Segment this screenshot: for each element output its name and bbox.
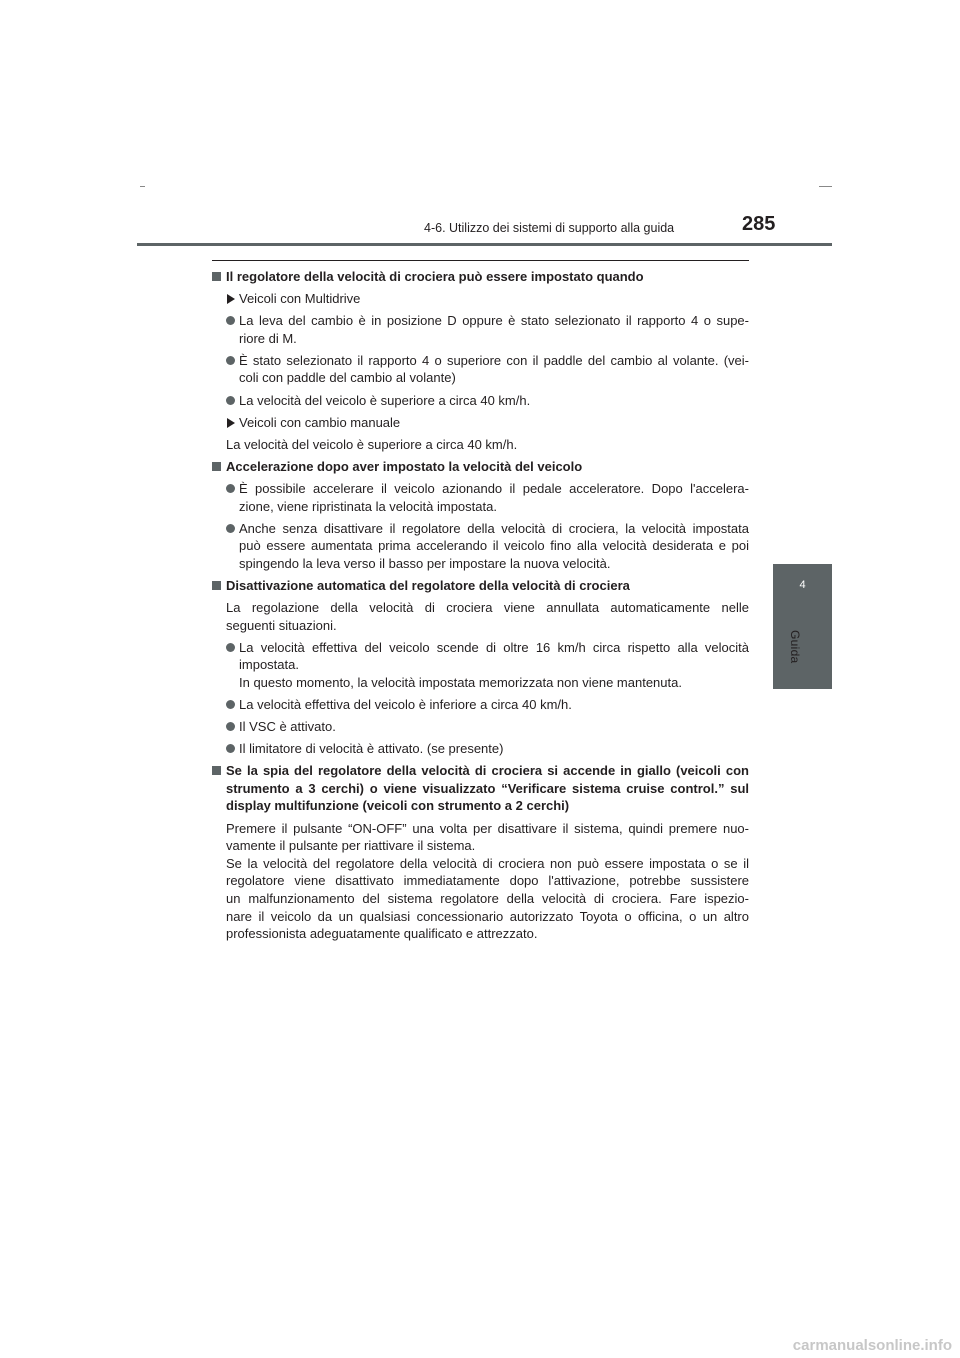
paragraph-line: La regolazione della velocità di crociera viene annullata automaticamente nelle [226, 600, 749, 615]
round-bullet-icon [226, 316, 235, 325]
round-bullet-icon [226, 396, 235, 405]
list-item [212, 480, 749, 515]
list-item-line: È possibile accelerare il veicolo azionando il pedale acceleratore. Dopo l'accelera- [239, 480, 749, 496]
paragraph-line: seguenti situazioni. [226, 617, 337, 633]
triangle-arrow-icon [227, 418, 235, 428]
header-rule [137, 243, 832, 246]
paragraph-line: Premere il pulsante “ON-OFF” una volta per disattivare il sistema, quindi premere nuo- [226, 820, 749, 836]
condition-text: Veicoli con Multidrive [239, 291, 361, 307]
list-item-line: zione, viene ripristinata la velocità impostata. [239, 498, 497, 514]
list-item-line: La leva del cambio è in posizione D oppure è stato selezionato il rapporto 4 o supe- [239, 313, 749, 329]
heading-text: Il regolatore della velocità di crociera può essere impostato quando [226, 269, 644, 284]
chapter-tab [773, 564, 832, 689]
list-item [212, 718, 749, 736]
list-item-line: La velocità effettiva del veicolo scende di oltre 16 km/h circa rispetto alla velocità [239, 639, 749, 655]
paragraph-line: nare il veicolo da un qualsiasi concessionario autorizzato Toyota o officina, o un altro [226, 908, 749, 924]
list-item [212, 639, 749, 692]
page-content [212, 268, 749, 947]
heading-text: Disattivazione automatica del regolatore della velocità di crociera [226, 577, 630, 593]
watermark: carmanualsonline.info [792, 1337, 952, 1354]
chapter-number: 4 [799, 579, 806, 591]
triangle-arrow-icon [227, 294, 235, 304]
paragraph: La velocità del veicolo è superiore a circa 40 km/h. [226, 436, 518, 452]
page-number: 285 [742, 213, 776, 235]
section-heading [212, 762, 749, 815]
crop-mark-right [819, 186, 832, 187]
section-header: 4-6. Utilizzo dei sistemi di supporto alla guida [424, 221, 675, 235]
paragraph-line: vamente il pulsante per riattivare il sistema. [226, 838, 476, 854]
round-bullet-icon [226, 524, 235, 533]
square-bullet-icon [212, 272, 221, 281]
section-heading [212, 268, 749, 286]
round-bullet-icon [226, 356, 235, 365]
paragraph-line: un malfunzionamento del sistema regolatore della velocità di crociera. Fare ispezio- [226, 890, 749, 906]
list-item-text: La velocità del veicolo è superiore a circa 40 km/h. [239, 392, 531, 408]
round-bullet-icon [226, 744, 235, 753]
paragraph [212, 820, 749, 943]
square-bullet-icon [212, 581, 221, 590]
paragraph-line: regolatore viene disattivato immediatamente dopo l'attivazione, potrebbe sussistere [226, 873, 749, 889]
list-item-line: È stato selezionato il rapporto 4 o superiore con il paddle del cambio al volante. (vei- [239, 352, 749, 368]
condition-item [212, 290, 749, 308]
square-bullet-icon [212, 462, 221, 471]
round-bullet-icon [226, 700, 235, 709]
list-item-line: impostata. [239, 657, 299, 673]
heading-text: Accelerazione dopo aver impostato la velocità del veicolo [226, 458, 583, 474]
list-item [212, 352, 749, 387]
paragraph-line: professionista adeguatamente qualificato e attrezzato. [226, 926, 538, 942]
heading-line: Se la spia del regolatore della velocità di crociera si accende in giallo (veicoli con [226, 763, 749, 779]
content-rule [212, 260, 749, 261]
condition-item [212, 414, 749, 432]
list-item [212, 312, 749, 347]
list-item [212, 520, 749, 573]
round-bullet-icon [226, 722, 235, 731]
list-item-line: spingendo la leva verso il basso per impostare la nuova velocità. [239, 555, 611, 571]
condition-text: Veicoli con cambio manuale [239, 414, 401, 430]
list-item-text: Il VSC è attivato. [239, 719, 336, 735]
chapter-label: Guida [788, 630, 802, 664]
list-item [212, 740, 749, 758]
list-item-text: La velocità effettiva del veicolo è inferiore a circa 40 km/h. [239, 696, 572, 712]
list-item-text: Il limitatore di velocità è attivato. (se presente) [239, 741, 504, 757]
heading-line: strumento a 3 cerchi) o viene visualizzato “Verificare sistema cruise control.” sul [226, 780, 749, 796]
heading-line: display multifunzione (veicoli con strumento a 2 cerchi) [226, 798, 570, 814]
list-item-line: coli con paddle del cambio al volante) [239, 370, 456, 386]
round-bullet-icon [226, 643, 235, 652]
list-item-line: Anche senza disattivare il regolatore della velocità di crociera, la velocità impostata [239, 520, 749, 536]
paragraph-line: Se la velocità del regolatore della velocità di crociera non può essere impostata o se il [226, 855, 749, 871]
round-bullet-icon [226, 484, 235, 493]
list-item-line: In questo momento, la velocità impostata memorizzata non viene mantenuta. [239, 674, 682, 690]
crop-mark-left [140, 186, 145, 187]
list-item [212, 696, 749, 714]
list-item-line: riore di M. [239, 330, 297, 346]
paragraph [212, 599, 749, 634]
section-heading [212, 577, 749, 595]
list-item-line: può essere aumentata prima accelerando il veicolo fino alla velocità desiderata e poi [239, 538, 749, 554]
section-heading [212, 458, 749, 476]
list-item [212, 392, 749, 410]
square-bullet-icon [212, 766, 221, 775]
